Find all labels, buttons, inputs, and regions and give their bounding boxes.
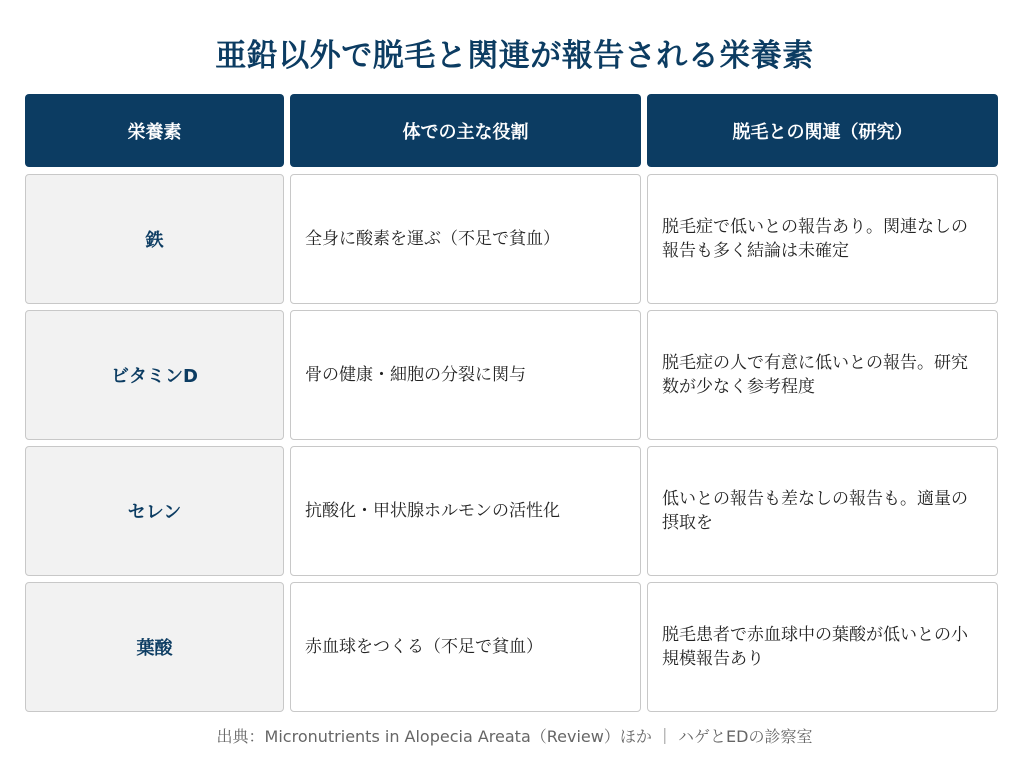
- role-vitamin-d: 骨の健康・細胞の分裂に関与: [290, 310, 641, 440]
- header-nutrient: 栄養素: [25, 94, 284, 167]
- header-role: 体での主な役割: [290, 94, 641, 167]
- nutrient-name-vitamin-d: ビタミンD: [25, 310, 284, 440]
- relation-selenium: 低いとの報告も差なしの報告も。適量の摂取を: [647, 446, 998, 576]
- nutrient-name-selenium: セレン: [25, 446, 284, 576]
- relation-vitamin-d: 脱毛症の人で有意に低いとの報告。研究数が少なく参考程度: [647, 310, 998, 440]
- role-folic-acid: 赤血球をつくる（不足で貧血）: [290, 582, 641, 712]
- page-title: 亜鉛以外で脱毛と関連が報告される栄養素: [215, 38, 814, 74]
- nutrient-name-iron: 鉄: [25, 174, 284, 304]
- role-selenium: 抗酸化・甲状腺ホルモンの活性化: [290, 446, 641, 576]
- relation-iron: 脱毛症で低いとの報告あり。関連なしの報告も多く結論は未確定: [647, 174, 998, 304]
- relation-folic-acid: 脱毛患者で赤血球中の葉酸が低いとの小規模報告あり: [647, 582, 998, 712]
- source-footer: 出典：Micronutrients in Alopecia Areata（Review）ほか ｜ ハゲとEDの診察室: [216, 727, 813, 746]
- header-relation: 脱毛との関連（研究）: [647, 94, 998, 167]
- role-iron: 全身に酸素を運ぶ（不足で貧血）: [290, 174, 641, 304]
- nutrient-name-folic-acid: 葉酸: [25, 582, 284, 712]
